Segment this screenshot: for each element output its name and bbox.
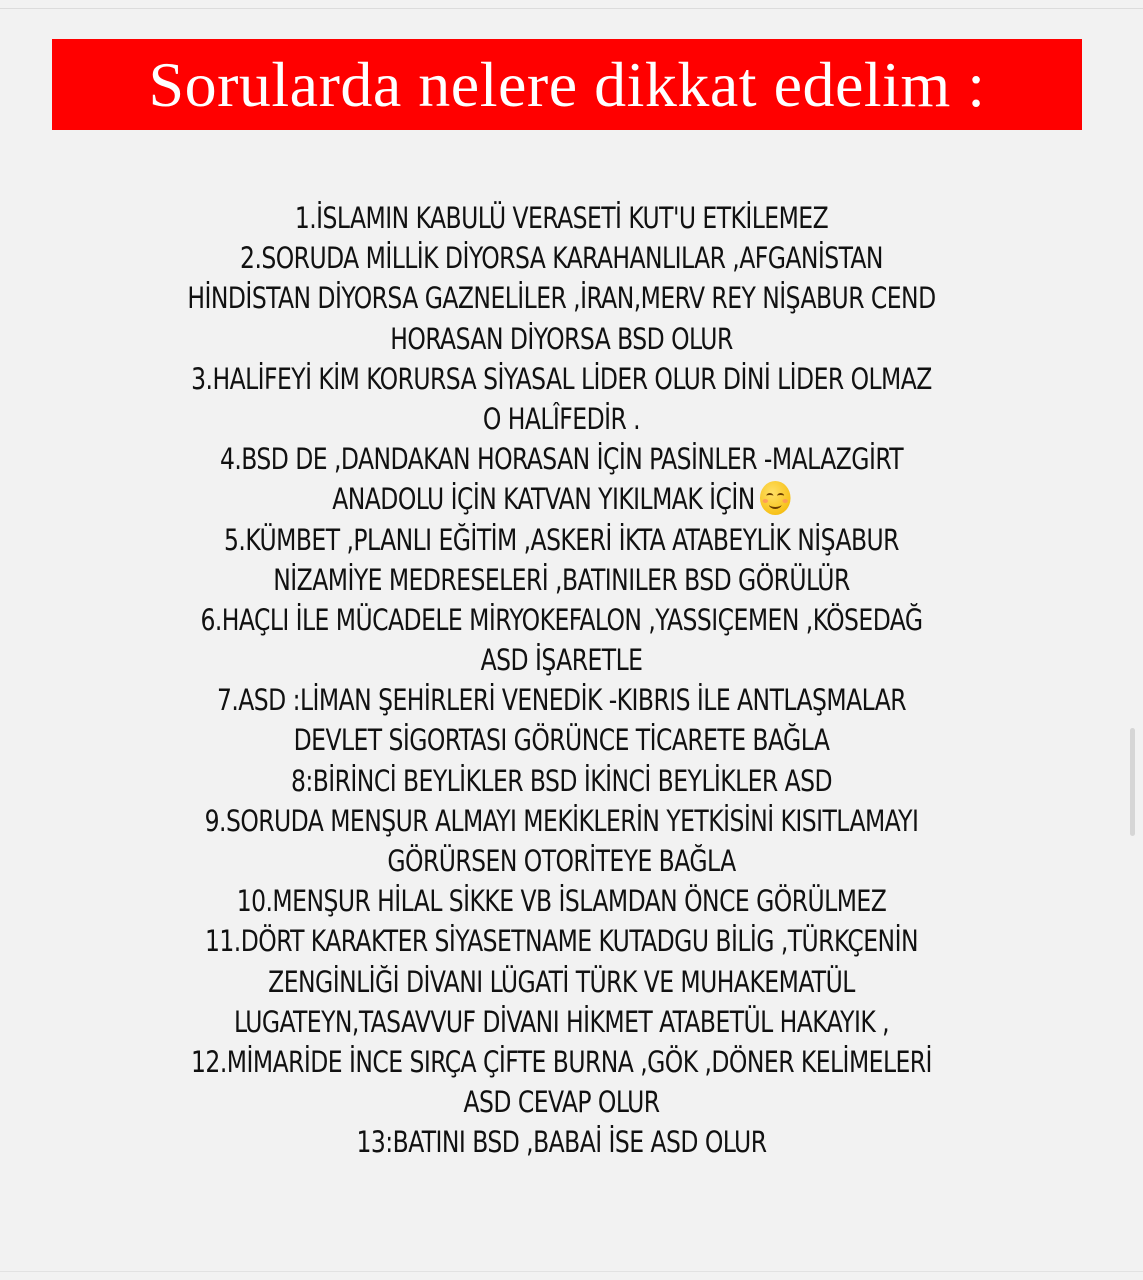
note-line: 10.MENŞUR HİLAL SİKKE VB İSLAMDAN ÖNCE GÖRÜLMEZ [236,884,887,919]
note-line: 5.KÜMBET ,PLANLI EĞİTİM ,ASKERİ İKTA ATABEYLİK NİŞABUR [224,522,899,557]
note-line: NİZAMİYE MEDRESELERİ ,BATINILER BSD GÖRÜLÜR [273,562,850,597]
note-line: DEVLET SİGORTASI GÖRÜNCE TİCARETE BAĞLA [293,723,830,758]
note-line: ASD İŞARETLE [480,643,643,678]
note-line: 13:BATINI BSD ,BABAİ İSE ASD OLUR [356,1125,767,1160]
note-line: O HALÎFEDİR . [482,401,641,436]
note-line: 3.HALİFEYİ KİM KORURSA SİYASAL LİDER OLUR DİNİ LİDER OLMAZ [191,361,932,396]
note-line: 6.HAÇLI İLE MÜCADELE MİRYOKEFALON ,YASSIÇEMEN ,KÖSEDAĞ [200,602,923,637]
note-line: HİNDİSTAN DİYORSA GAZNELİLER ,İRAN,MERV REY NİŞABUR CEND [187,281,936,316]
scrollbar[interactable] [1130,728,1135,836]
note-line: 12.MİMARİDE İNCE SIRÇA ÇİFTE BURNA ,GÖK ,DÖNER KELİMELERİ [191,1044,932,1079]
note-line-with-emoji [92,479,1031,519]
note-line: 7.ASD :LİMAN ŞEHİRLERİ VENEDİK -KIBRIS İLE ANTLAŞMALAR [216,683,907,718]
note-line: GÖRÜRSEN OTORİTEYE BAĞLA [387,844,736,878]
smiling-face-icon [760,481,791,515]
note-line: LUGATEYN,TASAVVUF DİVANI HİKMET ATABETÜL HAKAYIK , [233,1004,890,1039]
note-line: 4.BSD DE ,DANDAKAN HORASAN İÇİN PASİNLER -MALAZGİRT [219,442,903,477]
top-divider [0,8,1143,9]
bottom-divider [0,1271,1143,1272]
note-line-text: ANADOLU İÇİN KATVAN YIKILMAK İÇİN [332,482,755,517]
note-line: 2.SORUDA MİLLİK DİYORSA KARAHANLILAR ,AFGANİSTAN [240,241,883,276]
note-line: ZENGİNLİĞİ DİVANI LÜGATİ TÜRK VE MUHAKEMATÜL [268,964,855,999]
note-line: 8:BİRİNCİ BEYLİKLER BSD İKİNCİ BEYLİKLER ASD [290,763,833,798]
title-banner [52,39,1082,130]
note-line: 11.DÖRT KARAKTER SİYASETNAME KUTADGU BİLİG ,TÜRKÇENİN [205,924,918,959]
note-line: 1.İSLAMIN KABULÜ VERASETİ KUT'U ETKİLEMEZ [294,201,829,235]
note-line: 9.SORUDA MENŞUR ALMAYI MEKİKLERİN YETKİSİNİ KISITLAMAYI [204,803,919,838]
note-line: HORASAN DİYORSA BSD OLUR [390,321,733,356]
notes-list [40,198,1083,1163]
note-line: ASD CEVAP OLUR [463,1085,660,1120]
page-title: Sorularda nelere dikkat edelim : [148,48,986,120]
